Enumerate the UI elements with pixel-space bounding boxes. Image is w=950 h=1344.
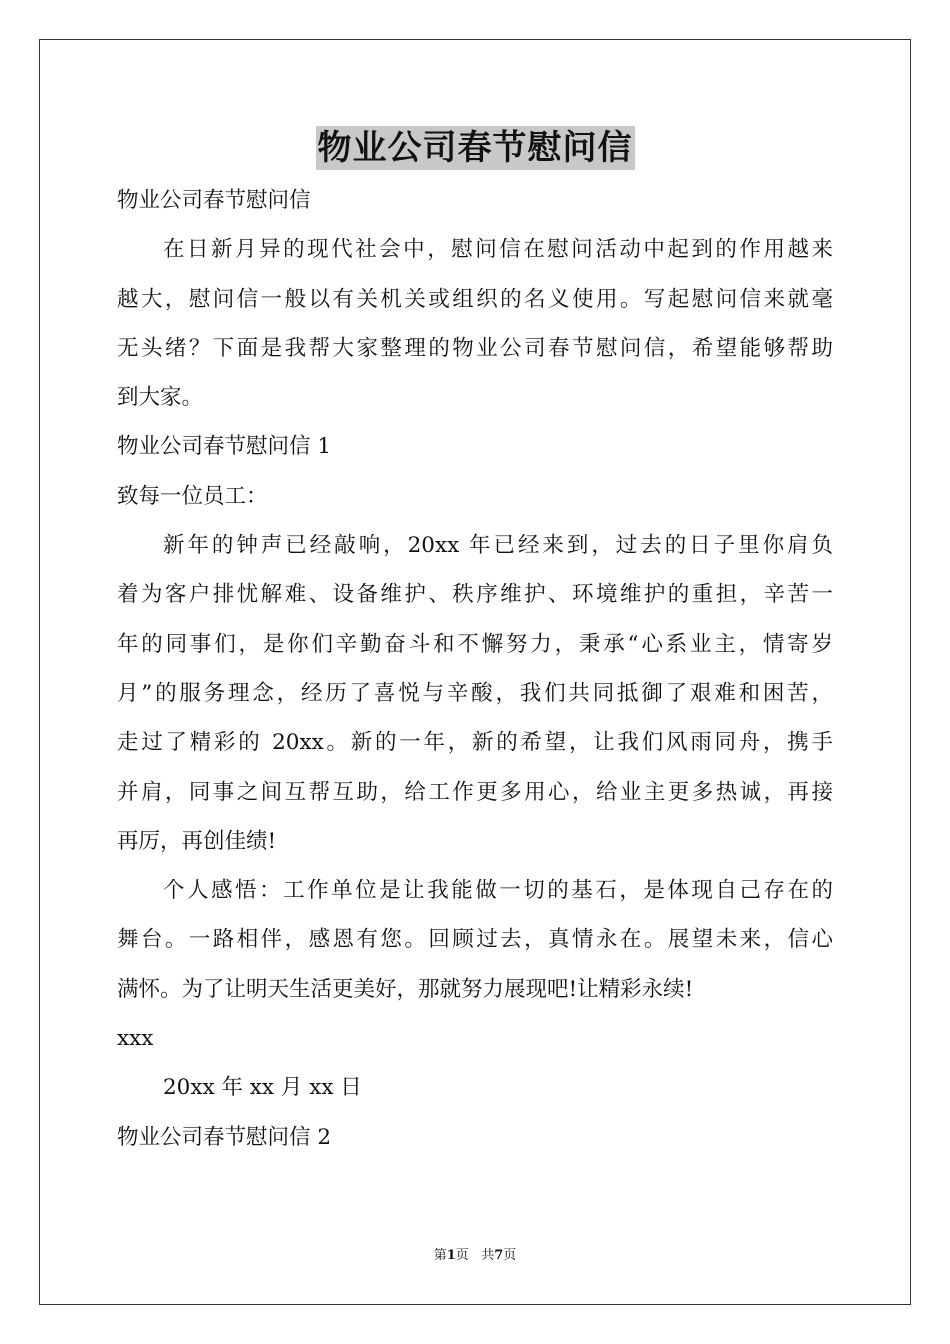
document-body <box>117 176 833 1162</box>
signature: xxx <box>117 1026 154 1052</box>
body-line: 着为客户排忧解难、设备维护、秩序维护、环境维护的重担，辛苦一 <box>117 582 833 608</box>
body-line: 在日新月异的现代社会中，慰问信在慰问活动中起到的作用越来 <box>163 237 833 263</box>
body-line: 再厉，再创佳绩! <box>117 828 277 854</box>
body-line: 舞台。一路相伴，感恩有您。回顾过去，真情永在。展望未来，信心 <box>117 927 833 953</box>
date-line: 20xx 年 xx 月 xx 日 <box>163 1075 362 1101</box>
page-number: 1 <box>446 1248 456 1263</box>
total-suffix: 页 <box>503 1248 517 1263</box>
document-title: 物业公司春节慰问信 <box>317 128 633 168</box>
section-heading-1: 物业公司春节慰问信 1 <box>117 434 332 460</box>
total-prefix: 共 <box>481 1248 495 1263</box>
total-pages: 7 <box>494 1248 504 1263</box>
body-line-subtitle: 物业公司春节慰问信 <box>117 188 311 213</box>
body-line: 走过了精彩的 20xx。新的一年，新的希望，让我们风雨同舟，携手 <box>117 730 833 756</box>
body-line: 越大，慰问信一般以有关机关或组织的名义使用。写起慰问信来就毫 <box>117 286 833 312</box>
body-line: 满怀。为了让明天生活更美好，那就努力展现吧!让精彩永续! <box>117 976 694 1002</box>
body-line: 到大家。 <box>117 385 204 411</box>
body-line: 并肩，同事之间互帮互助，给工作更多用心，给业主更多热诚，再接 <box>117 779 833 805</box>
title-wrap <box>0 126 950 170</box>
body-line: 无头绪？下面是我帮大家整理的物业公司春节慰问信，希望能够帮助 <box>117 335 833 361</box>
body-line: 新年的钟声已经敲响，20xx 年已经来到，过去的日子里你肩负 <box>163 533 833 559</box>
page-prefix: 第 <box>433 1248 447 1263</box>
body-line: 个人感悟：工作单位是让我能做一切的基石，是体现自己存在的 <box>163 878 833 904</box>
page-suffix: 页 <box>455 1248 469 1263</box>
body-line: 年的同事们，是你们辛勤奋斗和不懈努力，秉承“心系业主，情寄岁 <box>117 631 833 657</box>
page-footer <box>0 1246 950 1266</box>
salutation: 致每一位员工： <box>117 483 268 509</box>
body-line: 月”的服务理念，经历了喜悦与辛酸，我们共同抵御了艰难和困苦， <box>117 680 833 706</box>
section-heading-2: 物业公司春节慰问信 2 <box>117 1124 332 1150</box>
